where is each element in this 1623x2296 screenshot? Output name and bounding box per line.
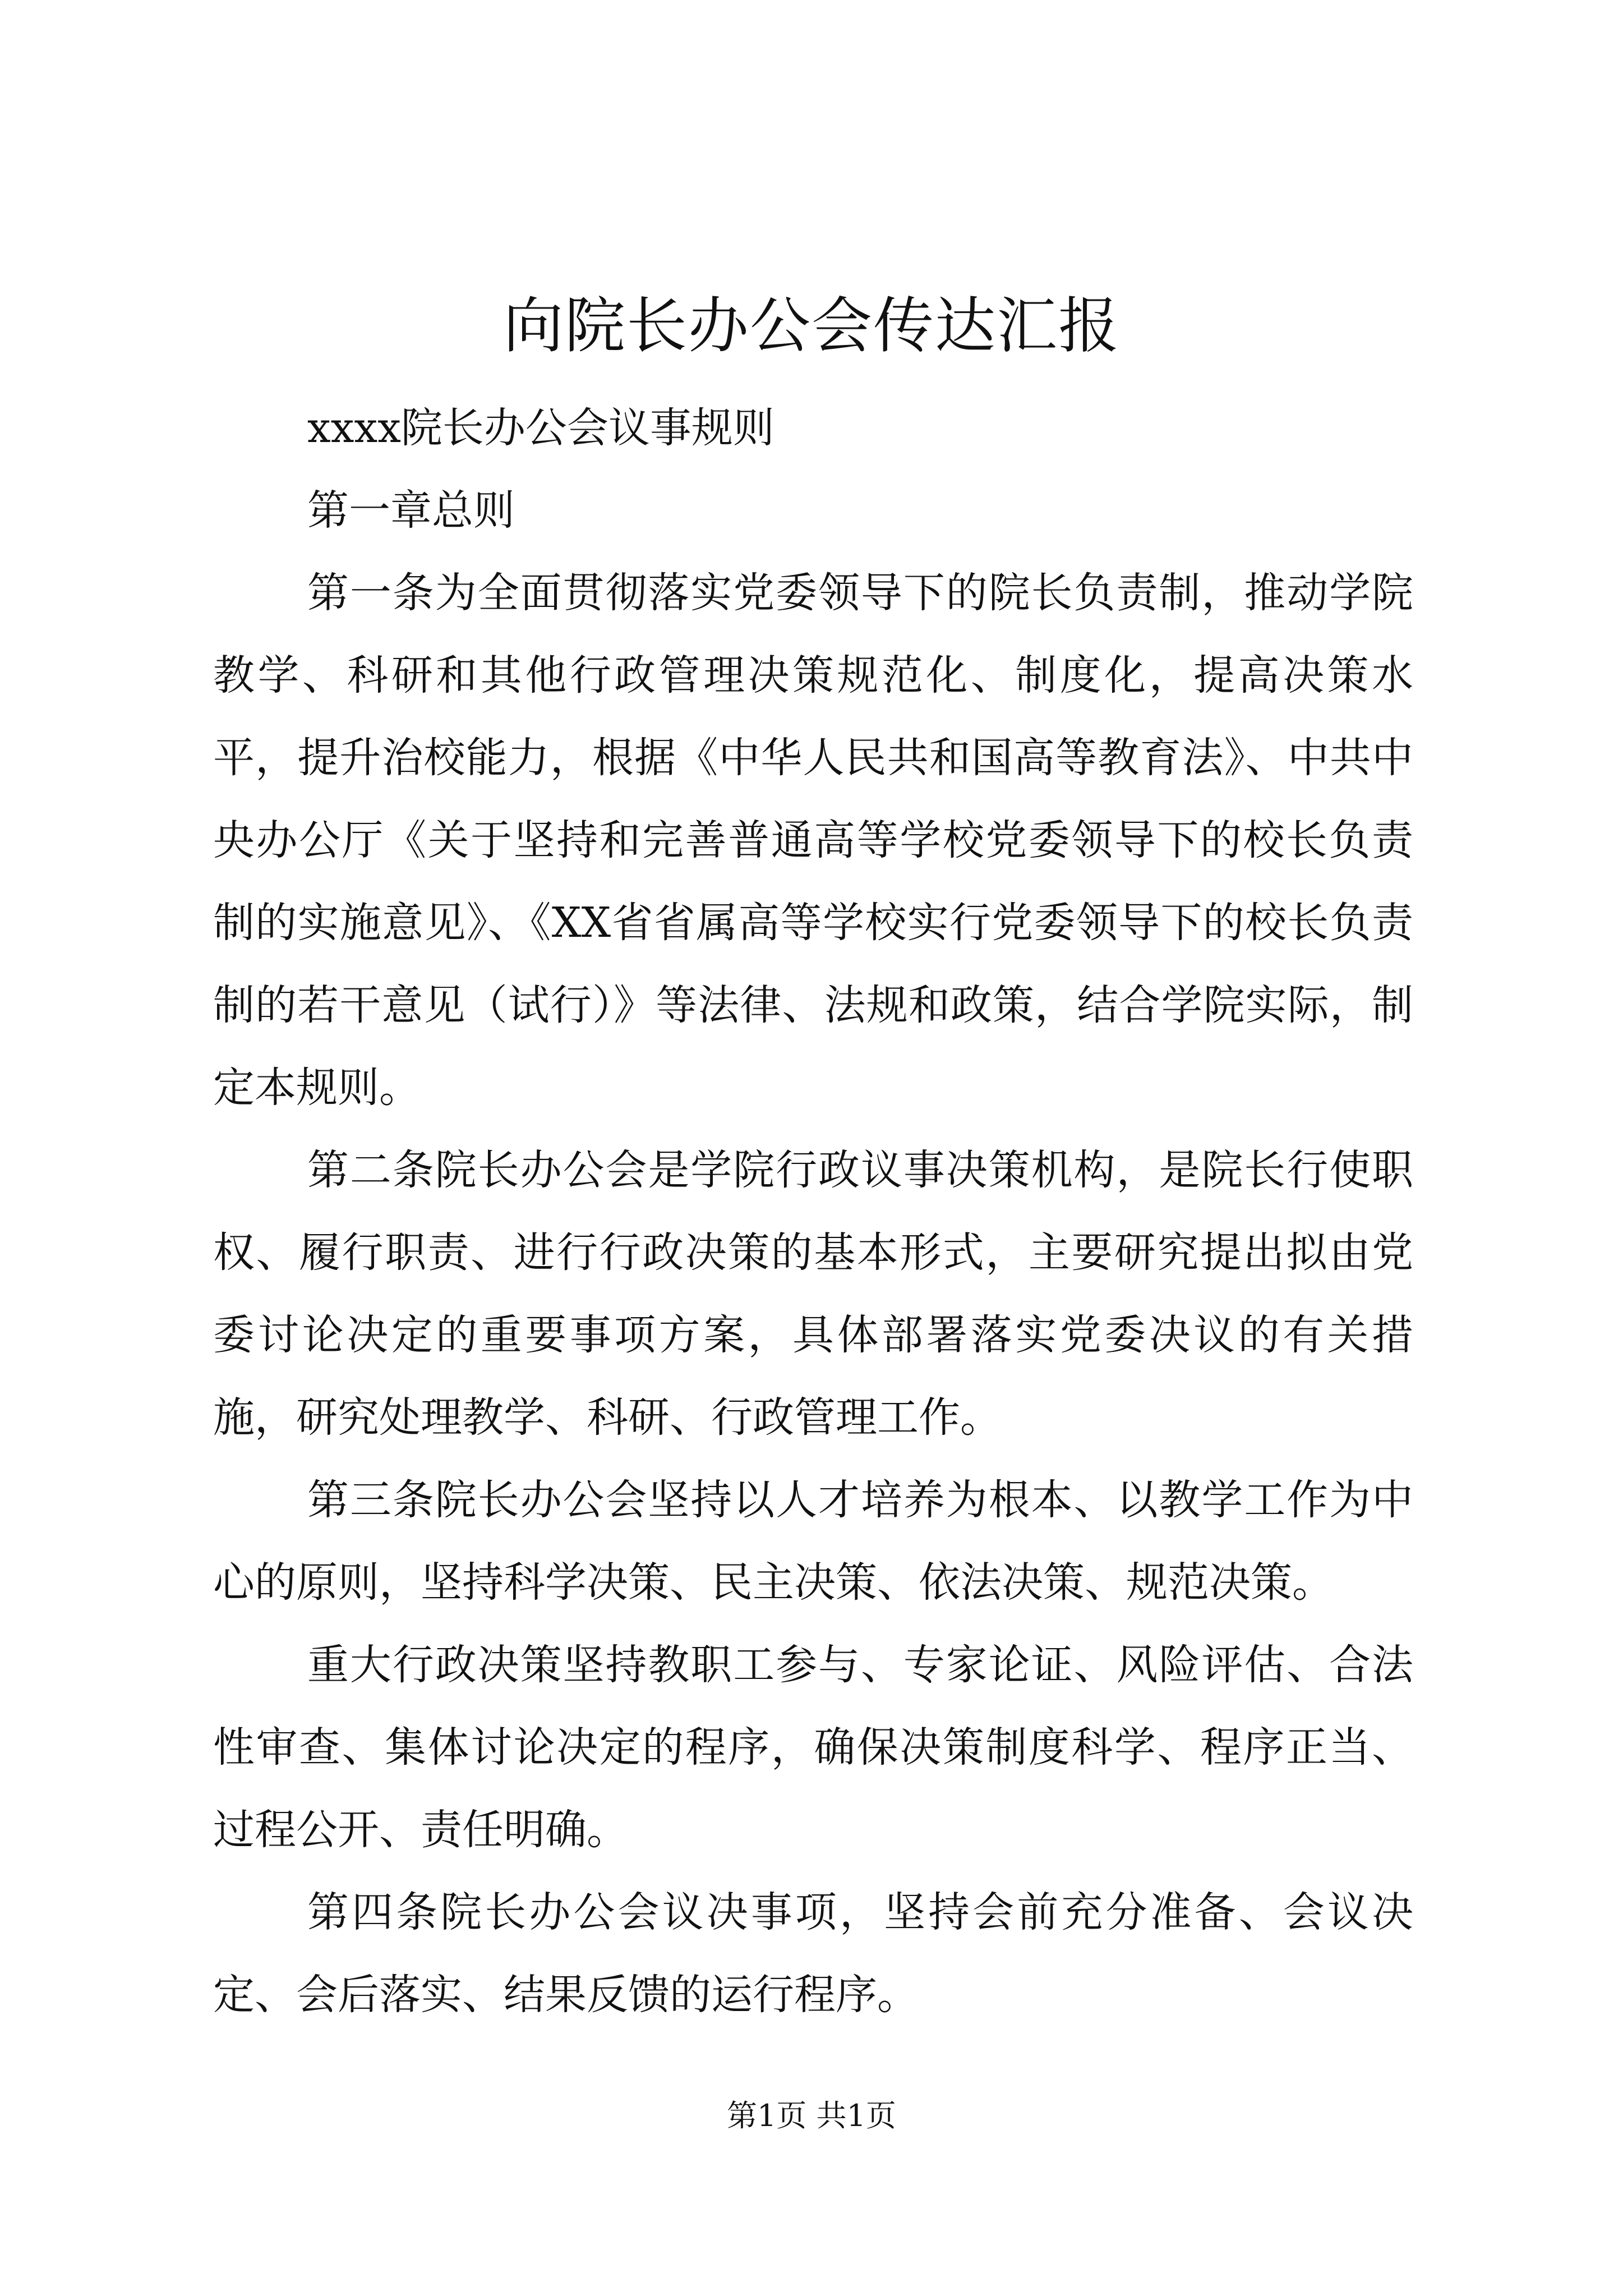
paragraph-article-2: 第二条院长办公会是学院行政议事决策机构，是院长行使职权、履行职责、进行行政决策的基本形式，主要研究提出拟由党委讨论决定的重要事项方案，具体部署落实党委决议的有关措施，研究处理教学、科研、行政管理工作。 <box>213 1146 1413 1442</box>
document-body <box>213 387 1413 2036</box>
paragraph-article-3: 第三条院长办公会坚持以人才培养为根本、以教学工作为中心的原则，坚持科学决策、民主决策、依法决策、规范决策。 <box>213 1476 1413 1607</box>
paragraph-rules-name: xxxx院长办公会议事规则 <box>307 404 774 452</box>
paragraph-major-decisions: 重大行政决策坚持教职工参与、专家论证、风险评估、合法性审查、集体讨论决定的程序，确保决策制度科学、程序正当、过程公开、责任明确。 <box>213 1641 1413 1854</box>
document-title: 向院长办公会传达汇报 <box>502 291 1120 361</box>
page-footer: 第1页 共1页 <box>727 2098 896 2133</box>
paragraph-chapter-heading: 第一章总则 <box>307 486 515 535</box>
paragraph-article-1: 第一条为全面贯彻落实党委领导下的院长负责制，推动学院教学、科研和其他行政管理决策规范化、制度化，提高决策水平，提升治校能力，根据《中华人民共和国高等教育法》、中共中央办公厅《关于坚持和完善普通高等学校党委领导下的校长负责制的实施意见》、《XX省省属高等学校实行党委领导下的校长负责制的若干意见（试行）》等法律、法规和政策，结合学院实际，制定本规则。 <box>213 569 1413 1112</box>
paragraph-article-4: 第四条院长办公会议决事项，坚持会前充分准备、会议决定、会后落实、结果反馈的运行程序。 <box>213 1888 1413 2019</box>
